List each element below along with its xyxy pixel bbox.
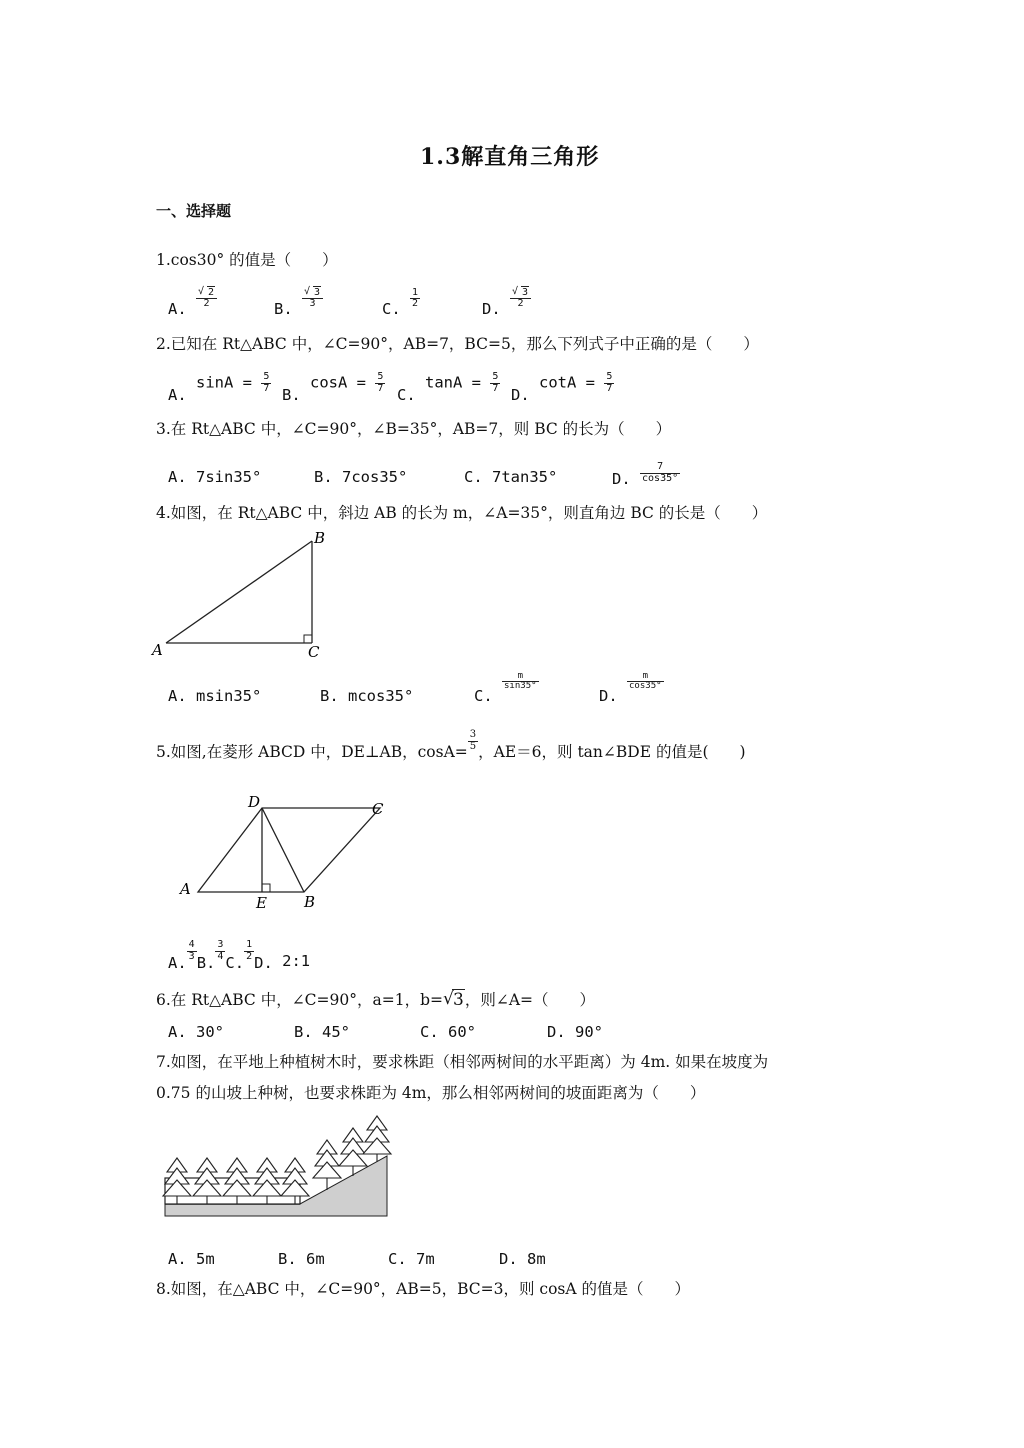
- q5-b-den: 4: [217, 950, 224, 962]
- q3-option-d-fraction: [640, 462, 680, 484]
- q7-option-c[interactable]: C. 7m: [388, 1250, 435, 1268]
- q6-option-d[interactable]: D. 90°: [547, 1023, 603, 1041]
- q1-d-den: 2: [517, 298, 524, 309]
- q2-option-c[interactable]: [397, 371, 500, 404]
- q5-rhombus-figure: [170, 790, 400, 920]
- q7-option-b[interactable]: B. 6m: [278, 1250, 325, 1268]
- q4-option-d-fraction: [627, 672, 664, 692]
- question-1-stem: 1.cos30° 的值是（ ）: [156, 251, 338, 269]
- question-8-stem: 8.如图，在△ABC 中，∠C=90°，AB=5，BC=3，则 cosA 的值是（ ）: [156, 1280, 691, 1298]
- q2-option-d[interactable]: [511, 371, 614, 404]
- q1-option-a-letter: A.: [168, 300, 187, 318]
- q2-option-a-expr: sinA =: [196, 373, 253, 392]
- q1-option-b-letter: B.: [274, 300, 293, 318]
- q3-option-d[interactable]: [612, 461, 680, 488]
- q2-option-c-fraction: [490, 372, 500, 394]
- q1-b-den: 3: [309, 298, 316, 309]
- q4-option-c-letter: C.: [474, 687, 493, 706]
- q5-c-den: 2: [246, 950, 253, 962]
- q5-label-e: E: [256, 894, 267, 912]
- q1-option-c[interactable]: [382, 286, 420, 318]
- q5-a-den: 3: [188, 950, 195, 962]
- q3-d-den: cos35°: [642, 472, 679, 484]
- q5-option-c[interactable]: [225, 939, 254, 972]
- q6-sqrt-value: 3: [453, 990, 464, 1010]
- q4-right-angle-mark: [304, 635, 312, 643]
- q5-option-c-fraction: [244, 940, 254, 962]
- q5-stem-den: 5: [469, 740, 477, 752]
- q2-option-c-expr: tanA =: [425, 373, 482, 392]
- q5-c-num: 1: [246, 939, 253, 950]
- q4-c-num: m: [502, 672, 539, 682]
- q2-d-num: 5: [606, 371, 613, 382]
- q2-option-a-letter: A.: [168, 385, 187, 404]
- q5-option-d[interactable]: [254, 942, 310, 972]
- q2-option-d-letter: D.: [511, 385, 530, 404]
- q2-option-d-expr: cotA =: [539, 373, 596, 392]
- q1-option-d-fraction: [510, 288, 531, 310]
- page-title: 1.3解直角三角形: [420, 144, 600, 170]
- q2-a-num: 5: [263, 371, 270, 382]
- q2-option-b[interactable]: [282, 371, 385, 404]
- q2-option-c-letter: C.: [397, 385, 416, 404]
- q5-stem-num: 3: [469, 729, 477, 740]
- q5-option-a-fraction: [187, 940, 197, 962]
- q1-option-b[interactable]: [274, 286, 323, 318]
- q5-rhombus-abcd: [198, 808, 380, 892]
- q6-stem-pre: 6.在 Rt△ABC 中，∠C=90°，a=1，b=: [156, 991, 444, 1009]
- q4-option-d[interactable]: [599, 671, 664, 706]
- q2-option-a[interactable]: [168, 371, 271, 404]
- q3-option-a[interactable]: A. 7sin35°: [168, 468, 262, 486]
- q3-option-d-letter: D.: [612, 469, 631, 488]
- q5-options-row: [168, 939, 311, 972]
- q2-a-den: 7: [263, 382, 270, 394]
- q2-option-a-fraction: [261, 372, 271, 394]
- q4-d-den: cos35°: [629, 681, 662, 692]
- q2-d-den: 7: [606, 382, 613, 394]
- question-2-stem: 2.已知在 Rt△ABC 中，∠C=90°，AB=7，BC=5，那么下列式子中正确的是（ ）: [156, 335, 759, 353]
- q5-right-angle-mark: [262, 884, 270, 892]
- question-3-stem: 3.在 Rt△ABC 中，∠C=90°，∠B=35°，AB=7，则 BC 的长为（ ）: [156, 420, 672, 438]
- q4-label-b: B: [314, 529, 326, 547]
- q5-option-d-value: 2:1: [282, 951, 311, 970]
- section-heading: 一、选择题: [156, 202, 232, 220]
- q1-a-den: 2: [203, 298, 210, 309]
- q5-label-b: B: [304, 893, 316, 911]
- q6-option-b[interactable]: B. 45°: [294, 1023, 350, 1041]
- q5-option-b-fraction: [215, 940, 225, 962]
- tree-icon: [313, 1140, 341, 1190]
- q4-c-den: sin35°: [504, 681, 537, 692]
- q5-option-a-letter: A.: [168, 953, 187, 972]
- q4-d-num: m: [627, 672, 664, 682]
- question-7-line-2: 0.75 的山坡上种树，也要求株距为 4m，那么相邻两树间的坡面距离为（ ）: [156, 1084, 706, 1102]
- q5-label-d: D: [248, 793, 261, 811]
- q1-option-c-letter: C.: [382, 300, 401, 318]
- q2-b-num: 5: [377, 371, 384, 382]
- q7-option-d[interactable]: D. 8m: [499, 1250, 546, 1268]
- q1-d-num: 3: [522, 286, 529, 298]
- q2-option-b-fraction: [375, 372, 385, 394]
- q4-option-a[interactable]: A. msin35°: [168, 687, 262, 705]
- q3-option-c[interactable]: C. 7tan35°: [464, 468, 558, 486]
- q1-c-num: 1: [412, 286, 419, 298]
- q5-option-d-letter: D.: [254, 953, 273, 972]
- q7-trees-slope-figure: [155, 1110, 395, 1220]
- q4-option-d-letter: D.: [599, 687, 618, 706]
- q1-option-a-fraction: [196, 288, 217, 310]
- question-4-stem: 4.如图，在 Rt△ABC 中，斜边 AB 的长为 m，∠A=35°，则直角边 BC 的长是（ ）: [156, 504, 768, 522]
- q5-stem-fraction: [468, 730, 478, 752]
- tree-icon: [363, 1116, 391, 1162]
- q6-sqrt: [443, 990, 465, 1010]
- q5-stem-pre: 5.如图,在菱形 ABCD 中，DE⊥AB，cosA=: [156, 743, 468, 761]
- q2-c-num: 5: [492, 371, 499, 382]
- q5-label-a: A: [180, 880, 191, 898]
- q1-c-den: 2: [412, 298, 419, 309]
- q5-stem-post: ，AE＝6，则 tan∠BDE 的值是( ): [478, 743, 746, 761]
- q6-stem-post: ，则∠A=（ ）: [464, 991, 596, 1009]
- q2-c-den: 7: [492, 382, 499, 394]
- q7-option-a[interactable]: A. 5m: [168, 1250, 215, 1268]
- q2-b-den: 7: [377, 382, 384, 394]
- q1-option-c-fraction: [410, 288, 420, 310]
- q4-triangle-figure: [150, 525, 340, 665]
- q2-option-b-letter: B.: [282, 385, 301, 404]
- q4-label-c: C: [308, 643, 320, 661]
- q4-option-c-fraction: [502, 672, 539, 692]
- q4-option-b[interactable]: B. mcos35°: [320, 687, 414, 705]
- q1-a-num: 2: [208, 286, 215, 298]
- q4-label-a: A: [152, 641, 163, 659]
- q5-option-b-letter: B.: [196, 953, 216, 972]
- q1-option-d[interactable]: [482, 286, 531, 318]
- question-5-stem: [156, 728, 746, 761]
- q6-option-a[interactable]: A. 30°: [168, 1023, 224, 1041]
- q5-b-num: 3: [217, 939, 224, 950]
- question-7-line-1: 7.如图，在平地上种植树木时，要求株距（相邻两树间的水平距离）为 4m. 如果在坡度为: [156, 1053, 769, 1071]
- q1-option-b-fraction: [302, 288, 323, 310]
- q3-option-b[interactable]: B. 7cos35°: [314, 468, 408, 486]
- q2-option-b-expr: cosA =: [310, 373, 367, 392]
- q5-option-c-letter: C.: [225, 953, 245, 972]
- q2-option-d-fraction: [604, 372, 614, 394]
- q3-d-num: 7: [640, 462, 680, 474]
- q6-option-c[interactable]: C. 60°: [420, 1023, 476, 1041]
- q5-label-c: C: [372, 800, 384, 818]
- q1-option-a[interactable]: [168, 286, 217, 318]
- q5-option-a[interactable]: [168, 939, 197, 972]
- q5-a-num: 4: [188, 939, 195, 950]
- q1-b-num: 3: [314, 286, 321, 298]
- q4-side-ab: [166, 541, 312, 643]
- q5-segment-db: [262, 808, 304, 892]
- question-6-stem: [156, 988, 595, 1010]
- q1-option-d-letter: D.: [482, 300, 501, 318]
- q4-option-c[interactable]: [474, 671, 539, 706]
- q5-option-b[interactable]: [196, 939, 226, 972]
